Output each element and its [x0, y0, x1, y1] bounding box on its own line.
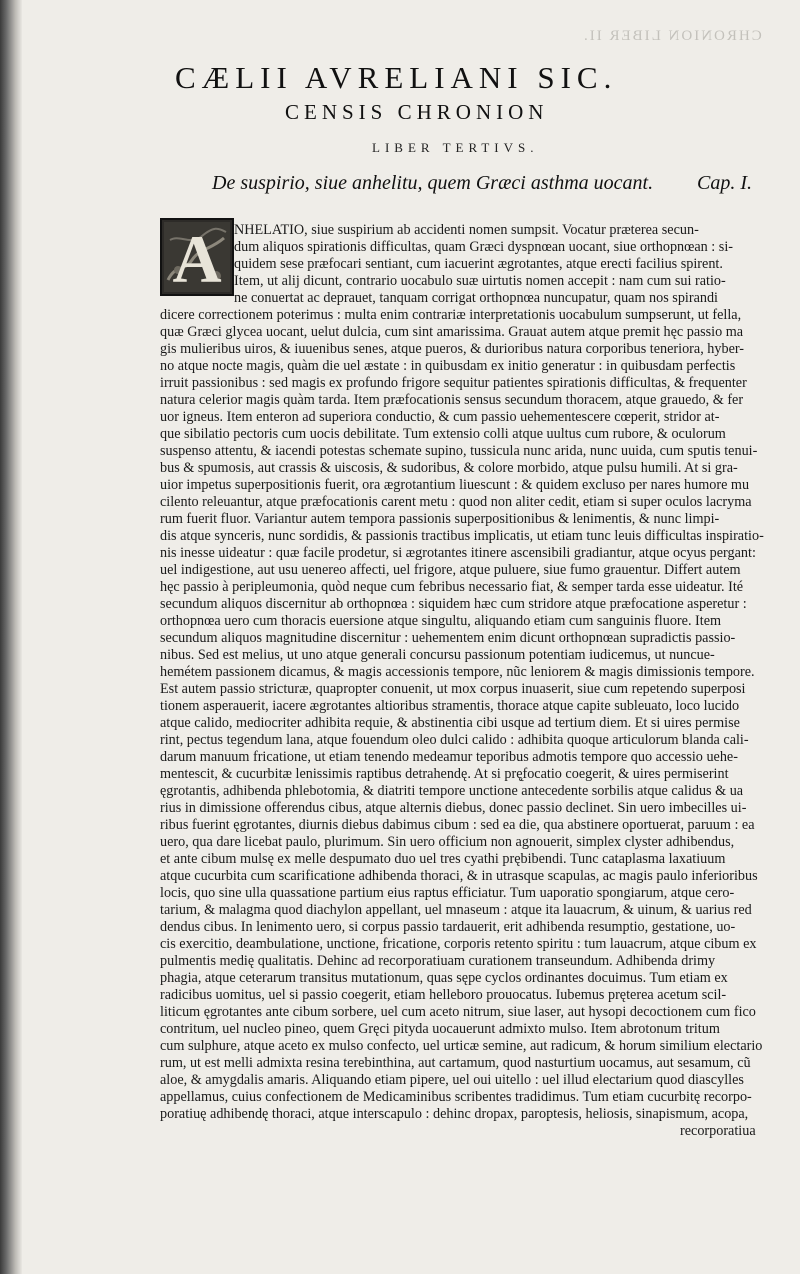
text-line: Item, ut alij dicunt, contrario uocabulo suæ uirtutis nomen accepit : nam cum sui ratio- [234, 273, 726, 289]
text-line: tionem asperauerit, iacere ægrotantes altioribus stramentis, thorace atque capite subleuato, loco lucido [160, 698, 740, 714]
text-line: poratiuę adhibendę thoraci, atque interscapulo : dehinc dropax, paroptesis, heliosis, sinapismum, acopa, [160, 1106, 749, 1122]
text-line: gis mulieribus uiros, & iuuenibus senes, atque pueros, & durioribus natura corporibus teneriora, hyber- [160, 341, 745, 357]
chapter-number: Cap. I. [697, 172, 752, 194]
text-line: aloe, & amygdalis amaris. Aliquando etiam pipere, uel oui uitello : uel illud electarium quod diascylles [160, 1072, 744, 1088]
text-line: hemétem passionem dicamus, & magis accessionis tempore, nũc leniorem & magis dimissionis tempore. [160, 664, 755, 680]
text-line: atque calido, mediocriter adhibita requie, & abstinentia cibi usque ad tertium diem. Et si uires permise [160, 715, 740, 731]
text-line: irruit passionibus : sed magis ex profundo frigore sequitur patientes spirationis difficultas, & frequenter [160, 375, 747, 391]
text-line: uior impetus superpositionis fuerit, ora ægrotantium liuescunt : & quidem excluso per nares humore mu [160, 477, 750, 493]
text-line: phagia, atque ceterarum transitus mutationum, quas sępe cyclos ordinantes docuimus. Tum etiam ex [160, 970, 728, 986]
chapter-heading [212, 172, 772, 195]
text-line: nibus. Sed est melius, ut uno atque generali concursu passionum potentiam iudicemus, ut nuncue- [160, 647, 715, 663]
text-line: ribus fuerint ęgrotantes, diurnis diebus dabimus cibum : sed ea die, qua abstinere oportuerat, paruum : ea [160, 817, 755, 833]
text-line: dendus cibus. In lenimento uero, si corpus passio tardauerit, erit adhibenda resumptio, gestatione, uo- [160, 919, 736, 935]
text-line: rum fuerit fluor. Variantur autem tempora passionis superpositionibus & lenimentis, & nunc limpi- [160, 511, 720, 527]
text-line: no atque nocte magis, quàm die uel æstate : in quibusdam ex initio generatur : in quibusdam perfectis [160, 358, 736, 374]
text-line: uor igneus. Item enteron ad superiora conductio, & cum passio uehementescere cœperit, stridor at- [160, 409, 720, 425]
text-line: appellamus, cuius confectionem de Medicaminibus scribentes tradidimus. Tum etiam cucurbitę recorpo- [160, 1089, 752, 1105]
text-line: tarium, & malagma quod diachylon appellant, uel mnaseum : atque ita lauacrum, & uinum, & uarius red [160, 902, 752, 918]
bleed-through-text: CHRONION LIBER II. [582, 28, 762, 44]
text-line: radicibus uomitus, uel si passio coegerit, etiam helleboro prouocatus. Iubemus prętereа acetum scil- [160, 987, 727, 1003]
text-line: mentescit, & cucurbitæ lenissimis raptibus detrahendę. At si prę̨focatio coegerit, & uires permiserint [160, 766, 729, 782]
page-subtitle: CENSIS CHRONION [285, 100, 549, 124]
decorated-initial [160, 218, 234, 296]
text-line: Est autem passio stricturæ, quapropter conuenit, ut mox corpus inuaserit, siue cum repetendo superposi [160, 681, 746, 697]
text-line: hęc passio à peripleumonia, quòd neque cum febribus necessario fiat, & semper tarda esse uideatur. Ité [160, 579, 744, 595]
catchword: recorporatiua [680, 1123, 756, 1139]
text-line: liticum ęgrotantes ante cibum sorbere, uel cum aceto nitrum, siue laser, aut hysopi decoctionem cum fico [160, 1004, 756, 1020]
text-line: darum manuum fricatione, ut etiam tenendo medeamur teporibus admotis tempore quo accessio uehe- [160, 749, 738, 765]
text-line: NHELATIO, siue suspirium ab accidenti nomen sumpsit. Vocatur præterea secun- [234, 222, 699, 238]
text-line: nis inesse uideatur : quæ facile prodetur, si ægrotantes itinere ascensibili gradiantur, atque ocyus pergant: [160, 545, 756, 561]
text-line: pulmentis medię qualitatis. Dehinc ad recorporatiuam curationem transeundum. Adhibenda drimy [160, 953, 716, 969]
text-line: rum, ut est melli admixta resina terebinthina, aut cartamum, quod nasturtium uocamus, aut sesamum, cũ [160, 1055, 751, 1071]
text-line: dicere correctionem poterimus : multa enim contrariæ interpretationis uocabulum sumpserunt, ut fella, [160, 307, 742, 323]
text-line: natura celerior magis quàm tarda. Item præfocationis sensus secundum thoracem, atque grauedo, & fer [160, 392, 744, 408]
text-line: orthopnœa uero cum thoracis euersione atque singultu, aliquando etiam cum sanguinis fluore. Item [160, 613, 722, 629]
text-line: uero, qua dare licebat paulo, plurimum. Sin uero officium non agnouerit, simplex clyster adhibendus, [160, 834, 735, 850]
text-line: locis, quo sine ulla quassatione partium eius raptus efficiatur. Tum uaporatio spongiarum, atque cero- [160, 885, 735, 901]
text-line: dis atque synceris, nunc sordidis, & passionis tractibus implicatis, ut etiam tunc leuis difficultas inspiratio- [160, 528, 764, 544]
text-line: atque cucurbita cum scarificatione adhibenda thoraci, & in utrasque scapulas, ac magis paulo inferioribus [160, 868, 758, 884]
text-line: bus & spumosis, aut crassis & uiscosis, & sudoribus, & colore morbido, atque pulsu humili. At si gra- [160, 460, 738, 476]
book-label: LIBER TERTIVS. [372, 140, 539, 155]
text-line: ne conuertat ac deprauet, tanquam corrigat orthopnœa nuncupatur, quam nos spirandi [234, 290, 719, 306]
initial-letter: A [172, 221, 222, 297]
text-line: cilento releuantur, atque præfocationis carent metu : quod non aliter cedit, etiam si super oculos lacryma [160, 494, 752, 510]
text-line: suspenso attentu, & iacendi potestas schemate supino, tussicula nunc arida, nunc uuida, cum sputis tenui- [160, 443, 758, 459]
text-line: rius in dimissione offerendus cibus, atque alternis diebus, donec passio declinet. Sin uero imbecilles ui- [160, 800, 747, 816]
text-line: quæ Græci glycea uocant, uelut dulcia, cum sint amarissima. Grauat autem atque premit hęc passio ma [160, 324, 744, 340]
text-line: cis exercitio, deambulatione, unctione, fricatione, corporis retento spiritu : tum lauacrum, atque cibum ex [160, 936, 757, 952]
text-line: que sibilatio pectoris cum uocis debilitate. Tum extensio colli atque uultus cum rubore, & oculorum [160, 426, 726, 442]
page-title: CÆLII AVRELIANI SIC. [175, 60, 618, 95]
text-line: quidem sese præfocari sentiant, cum iacuerint ægrotantes, atque erecti facilius spirent. [234, 256, 723, 272]
book-gutter [0, 0, 22, 1274]
text-line: cum sulphure, atque aceto ex mulso confecto, uel urticæ semine, aut radicum, & horum similium electario [160, 1038, 763, 1054]
text-line: et ante cibum mulsę ex melle despumato duo uel tres cyathi prębibendi. Tunc cataplasma laxatiuum [160, 851, 726, 867]
text-line: secundum aliquos magnitudine discernitur : uehementem enim dicunt orthopnœan supradictis passio- [160, 630, 736, 646]
text-line: uel indigestione, aut usu uenereo affecti, uel frigore, atque puluere, siue fumo grauentur. Differt autem [160, 562, 741, 578]
chapter-title: De suspirio, siue anhelitu, quem Græci asthma uocant. [212, 172, 654, 194]
text-line: ęgrotantis, adhibenda phlebotomia, & diatriti tempore unctione antecedente sorbilis atque calidus & ua [160, 783, 744, 799]
text-line: secundum aliquos discernitur ab orthopnœa : siquidem hæc cum stridore atque præfocatione asperetur : [160, 596, 747, 612]
text-line: rint, pectus tegendum lana, atque fouendum oleo dulci calido : adhibita quoque articulorum blanda cali- [160, 732, 749, 748]
text-line: contritum, uel nucleo pineo, quem Gręci pityda uocauerunt admixto mulso. Item abrotonum tritum [160, 1021, 720, 1037]
text-line: dum aliquos spirationis difficultas, quam Græci dyspnœan uocant, siue orthopnœan : si- [234, 239, 733, 255]
